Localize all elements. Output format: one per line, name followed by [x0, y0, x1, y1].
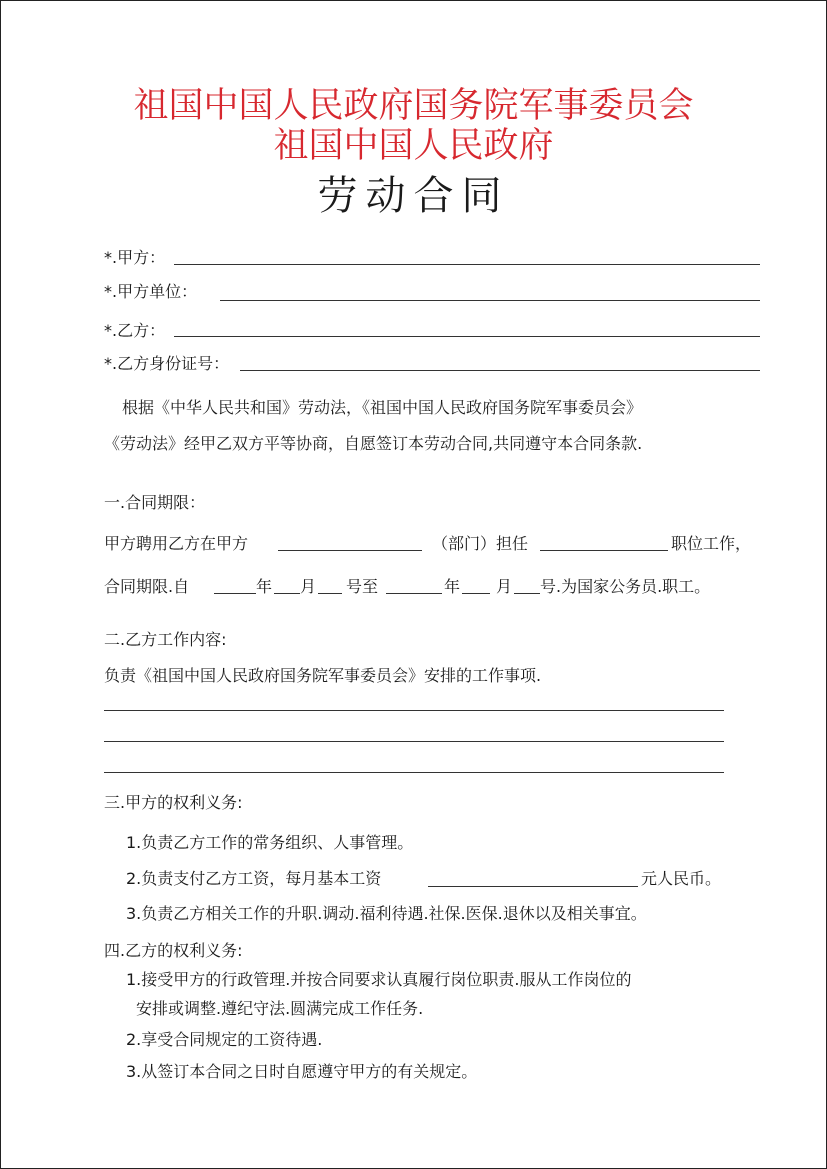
issuer-title-line2: 祖国中国人民政府 — [273, 126, 554, 166]
end-month-label: 月 — [496, 577, 513, 596]
end-day-line[interactable] — [514, 593, 540, 594]
section2-heading: 二.乙方工作内容: — [104, 630, 227, 649]
work-content-line-1[interactable] — [104, 710, 724, 711]
issuer-title-line1: 祖国中国人民政府国务院军事委员会 — [133, 86, 694, 126]
position-label: 职位工作， — [671, 534, 752, 553]
end-year-line[interactable] — [386, 593, 442, 594]
position-line[interactable] — [540, 550, 668, 551]
end-month-line[interactable] — [462, 593, 490, 594]
party-a-label: *.甲方： — [104, 248, 166, 267]
intro-line2: 《劳动法》经甲乙双方平等协商，自愿签订本劳动合同,共同遵守本合同条款. — [104, 434, 643, 453]
to-label: 号至 — [346, 577, 379, 596]
dept-label: （部门）担任 — [432, 534, 529, 553]
section3-item1: 1.负责乙方工作的常务组织、人事管理。 — [126, 833, 414, 852]
section4-item3: 3.从签订本合同之日时自愿遵守甲方的有关规定。 — [126, 1062, 478, 1081]
party-b-line[interactable] — [174, 336, 760, 337]
intro-line1: 根据《中华人民共和国》劳动法，《祖国中国人民政府国务院军事委员会》 — [122, 398, 643, 417]
party-b-id-label: *.乙方身份证号： — [104, 354, 230, 373]
work-content-line-2[interactable] — [104, 741, 724, 742]
work-content-line-3[interactable] — [104, 772, 724, 773]
department-line[interactable] — [278, 550, 422, 551]
hire-prefix: 甲方聘用乙方在甲方 — [104, 534, 249, 553]
section4-item2: 2.享受合同规定的工资待遇. — [126, 1030, 323, 1049]
section3-item2-prefix: 2.负责支付乙方工资，每月基本工资 — [126, 869, 382, 888]
party-a-unit-line[interactable] — [220, 300, 760, 301]
start-year-label: 年 — [256, 577, 273, 596]
section3-item3: 3.负责乙方相关工作的升职.调动.福利待遇.社保.医保.退休以及相关事宜。 — [126, 904, 647, 923]
party-b-label: *.乙方： — [104, 321, 166, 340]
section3-item2-suffix: 元人民币。 — [641, 869, 722, 888]
section2-body: 负责《祖国中国人民政府国务院军事委员会》安排的工作事项. — [104, 666, 542, 685]
end-year-label: 年 — [444, 577, 461, 596]
party-a-line[interactable] — [174, 264, 760, 265]
party-a-unit-label: *.甲方单位： — [104, 282, 198, 301]
start-month-label: 月 — [300, 577, 317, 596]
document-title: 劳动合同 — [317, 173, 510, 219]
section3-heading: 三.甲方的权利义务: — [104, 793, 243, 812]
term-end: 号.为国家公务员.职工。 — [540, 577, 711, 596]
term-prefix: 合同期限.自 — [104, 577, 190, 596]
section4-heading: 四.乙方的权利义务: — [104, 941, 243, 960]
section4-item1-line2: 安排或调整.遵纪守法.圆满完成工作任务. — [136, 999, 424, 1018]
start-month-line[interactable] — [274, 593, 300, 594]
base-salary-line[interactable] — [428, 886, 638, 887]
section1-heading: 一.合同期限： — [104, 493, 206, 512]
start-year-line[interactable] — [214, 593, 256, 594]
party-b-id-line[interactable] — [240, 370, 760, 371]
section4-item1-line1: 1.接受甲方的行政管理.并按合同要求认真履行岗位职责.服从工作岗位的 — [126, 970, 632, 989]
start-day-line[interactable] — [318, 593, 342, 594]
